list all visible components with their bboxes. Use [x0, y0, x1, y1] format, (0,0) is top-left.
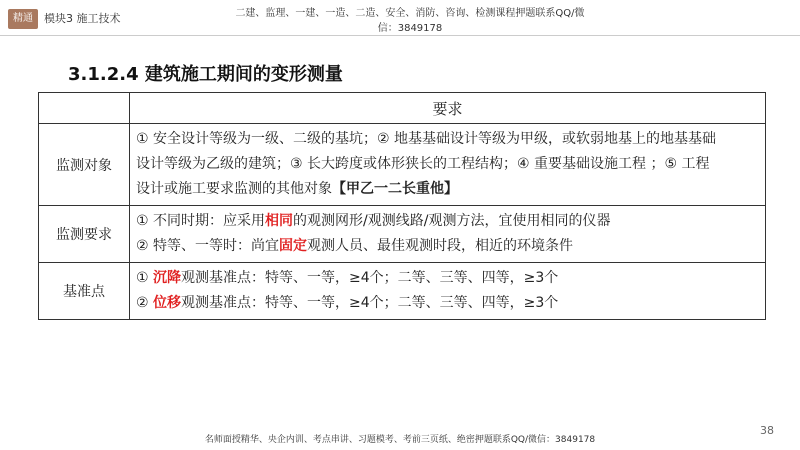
- page-number: 38: [760, 424, 774, 437]
- row-label-monitoring-objects: 监测对象: [39, 124, 130, 206]
- table-row: [39, 124, 766, 206]
- content-line: [136, 177, 759, 202]
- row-content-monitoring-requirements: [130, 206, 766, 263]
- section-title: 3.1.2.4 建筑施工期间的变形测量: [68, 64, 343, 85]
- highlight-text: 固定: [279, 238, 308, 254]
- row-label-reference-points: 基准点: [39, 263, 130, 320]
- top-bar: [0, 0, 800, 36]
- content-line: [136, 234, 759, 259]
- content-line: 设计等级为乙级的建筑；③ 长大跨度或体形狭长的工程结构；④ 重要基础设施工程 ；⑤ 工程: [136, 156, 710, 172]
- requirements-table: [38, 92, 766, 320]
- content-line: [136, 266, 759, 291]
- table-header-requirements: 要求: [130, 93, 766, 124]
- row-content-reference-points: [130, 263, 766, 320]
- highlight-text: 位移: [153, 295, 182, 311]
- content-line: [136, 209, 759, 234]
- table-header-row: [39, 93, 766, 124]
- content-text: ① 不同时期：应采用: [136, 213, 266, 229]
- content-text: 观测人员、最佳观测时段，相近的环境条件: [307, 238, 574, 254]
- row-content-monitoring-objects: [130, 124, 766, 206]
- highlight-text: 相同: [265, 213, 294, 229]
- table-row: [39, 263, 766, 320]
- content-text: 观测基准点：特等、一等，≥4个；二等、三等、四等，≥3个: [181, 295, 559, 311]
- logo: 精通: [8, 9, 38, 29]
- header-divider: [0, 35, 800, 36]
- table-row: [39, 206, 766, 263]
- content-text: 观测基准点：特等、一等，≥4个；二等、三等、四等，≥3个: [181, 270, 559, 286]
- content-line: [136, 291, 759, 316]
- content-text: 设计或施工要求监测的其他对象: [136, 181, 332, 197]
- row-label-monitoring-requirements: 监测要求: [39, 206, 130, 263]
- module-label: 模块3 施工技术: [44, 12, 121, 25]
- header-note: 二建、监理、一建、一造、二造、安全、消防、咨询、检测课程押题联系QQ/微信：3849178: [235, 8, 585, 34]
- table-corner-cell: [39, 93, 130, 124]
- footer-note: 名师面授精华、央企内训、考点串讲、习题模考、考前三页纸、绝密押题联系QQ/微信：3849178: [204, 435, 596, 445]
- content-text: 的观测网形/观测线路/观测方法，宜使用相同的仪器: [293, 213, 611, 229]
- content-text: ②: [136, 295, 154, 311]
- mnemonic-text: 【甲乙一二长重他】: [332, 181, 458, 197]
- content-text: ② 特等、一等时：尚宜: [136, 238, 280, 254]
- content-line: ① 安全设计等级为一级、二级的基坑；② 地基基础设计等级为甲级，或软弱地基上的地基基础: [136, 131, 716, 147]
- content-text: ①: [136, 270, 154, 286]
- highlight-text: 沉降: [153, 270, 182, 286]
